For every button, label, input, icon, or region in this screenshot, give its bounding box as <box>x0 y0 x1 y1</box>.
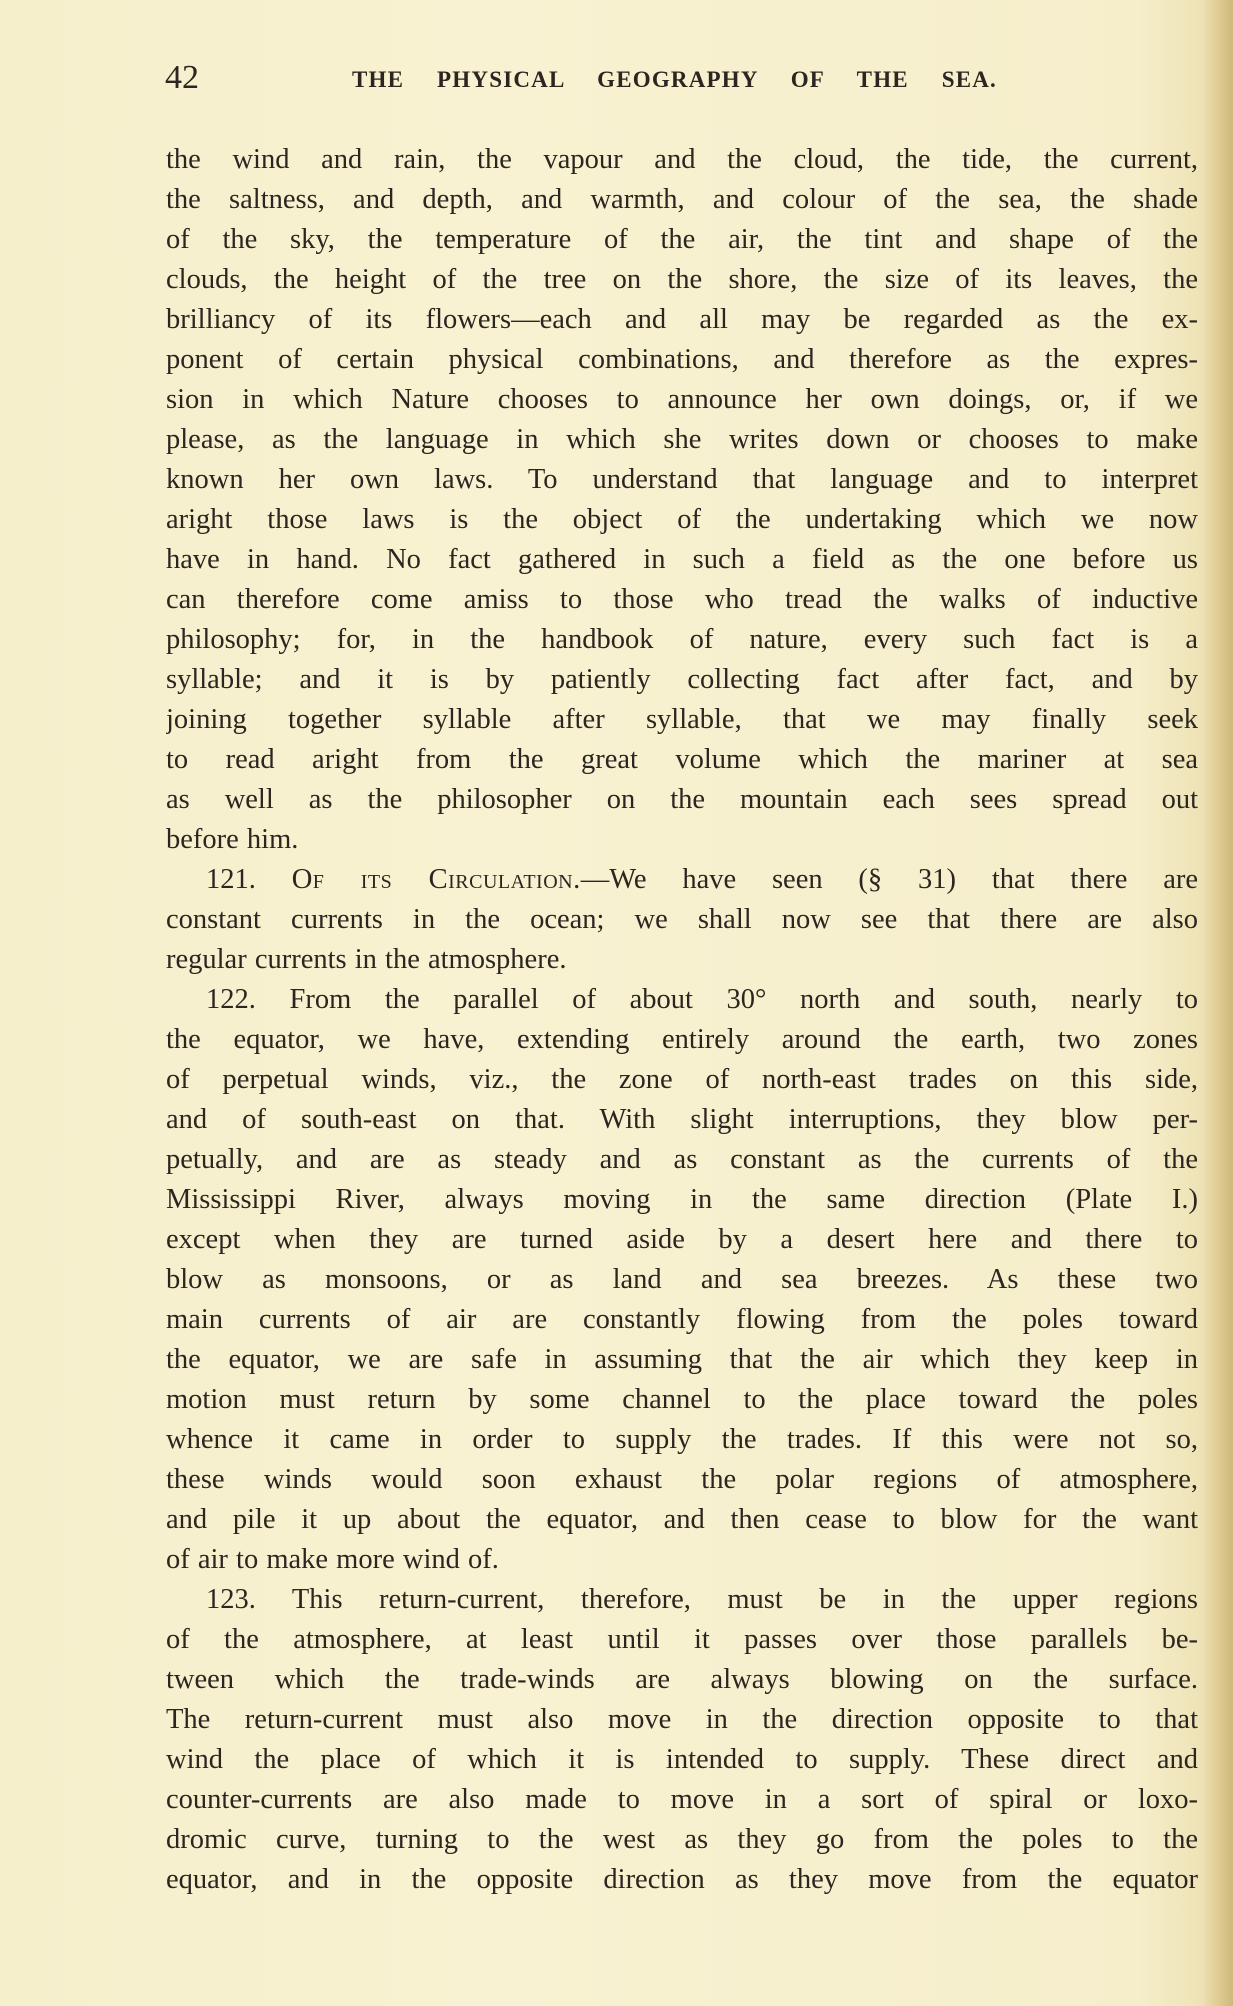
text-line: 123. This return-current, therefore, must be in the upper regions <box>206 1584 1198 1615</box>
text-line: dromic curve, turning to the west as they go from the poles to the <box>166 1824 1198 1855</box>
text-line: to read aright from the great volume which the mariner at sea <box>166 744 1198 775</box>
paragraph-123 <box>166 1580 1198 1900</box>
text-line: brilliancy of its flowers—each and all may be regarded as the ex- <box>166 304 1198 335</box>
text-line: 122. From the parallel of about 30° north and south, nearly to <box>206 984 1198 1015</box>
text-line: Mississippi River, always moving in the same direction (Plate I.) <box>166 1184 1198 1215</box>
text-line <box>166 860 1198 900</box>
text-line: the equator, we have, extending entirely around the earth, two zones <box>166 1024 1198 1055</box>
text-line: the saltness, and depth, and warmth, and colour of the sea, the shade <box>166 184 1198 215</box>
text-line: joining together syllable after syllable, that we may finally seek <box>166 704 1198 735</box>
text-line: syllable; and it is by patiently collecting fact after fact, and by <box>166 664 1198 695</box>
text-line: blow as monsoons, or as land and sea breezes. As these two <box>166 1264 1198 1295</box>
text-line: and of south-east on that. With slight interruptions, they blow per- <box>166 1104 1198 1135</box>
text-line: of air to make more wind of. <box>166 1544 499 1575</box>
text-line: known her own laws. To understand that language and to interpret <box>166 464 1198 495</box>
text-line: tween which the trade-winds are always blowing on the surface. <box>166 1664 1198 1695</box>
text-line: main currents of air are constantly flowing from the poles toward <box>166 1304 1198 1335</box>
text-line: clouds, the height of the tree on the shore, the size of its leaves, the <box>166 264 1198 295</box>
text-line: wind the place of which it is intended to supply. These direct and <box>166 1744 1198 1775</box>
text-line: the equator, we are safe in assuming that the air which they keep in <box>166 1344 1198 1375</box>
section-heading: Of its Circulation. <box>291 864 581 895</box>
text-line: sion in which Nature chooses to announce her own doings, or, if we <box>166 384 1198 415</box>
running-title: THE PHYSICAL GEOGRAPHY OF THE SEA. <box>352 67 997 92</box>
text-line: and pile it up about the equator, and then cease to blow for the want <box>166 1504 1198 1535</box>
text-line: regular currents in the atmosphere. <box>166 944 567 975</box>
text-line: counter-currents are also made to move in a sort of spiral or loxo- <box>166 1784 1198 1815</box>
body-text <box>166 140 1198 1900</box>
paragraph-122 <box>166 980 1198 1580</box>
page-edge-shadow <box>1203 0 1233 2006</box>
text-line: the wind and rain, the vapour and the cloud, the tide, the current, <box>166 144 1198 175</box>
text-line: as well as the philosopher on the mountain each sees spread out <box>166 784 1198 815</box>
text-line: constant currents in the ocean; we shall now see that there are also <box>166 904 1198 935</box>
text-line: of the sky, the temperature of the air, the tint and shape of the <box>166 224 1198 255</box>
section-number: 121. <box>206 864 256 895</box>
text-line: of the atmosphere, at least until it passes over those parallels be- <box>166 1624 1198 1655</box>
text-line: can therefore come amiss to those who tread the walks of inductive <box>166 584 1198 615</box>
text-line: whence it came in order to supply the trades. If this were not so, <box>166 1424 1198 1455</box>
paragraph-120-continued <box>166 140 1198 860</box>
text-line: please, as the language in which she writes down or chooses to make <box>166 424 1198 455</box>
text-line: petually, and are as steady and as constant as the currents of the <box>166 1144 1198 1175</box>
text-line: The return-current must also move in the direction opposite to that <box>166 1704 1198 1735</box>
text-line: have in hand. No fact gathered in such a field as the one before us <box>166 544 1198 575</box>
text-line: motion must return by some channel to the place toward the poles <box>166 1384 1198 1415</box>
text-line: these winds would soon exhaust the polar regions of atmosphere, <box>166 1464 1198 1495</box>
text-line: philosophy; for, in the handbook of nature, every such fact is a <box>166 624 1198 655</box>
text-line: except when they are turned aside by a desert here and there to <box>166 1224 1198 1255</box>
text-line: equator, and in the opposite direction as they move from the equator <box>166 1864 1198 1895</box>
text-line: before him. <box>166 824 299 855</box>
text-line: ponent of certain physical combinations, and therefore as the expres- <box>166 344 1198 375</box>
page-number: 42 <box>165 59 199 96</box>
paragraph-121 <box>166 860 1198 980</box>
text-line: of perpetual winds, viz., the zone of north-east trades on this side, <box>166 1064 1198 1095</box>
text-run: —We have seen (§ 31) that there are <box>580 864 1198 895</box>
text-line: aright those laws is the object of the undertaking which we now <box>166 504 1198 535</box>
